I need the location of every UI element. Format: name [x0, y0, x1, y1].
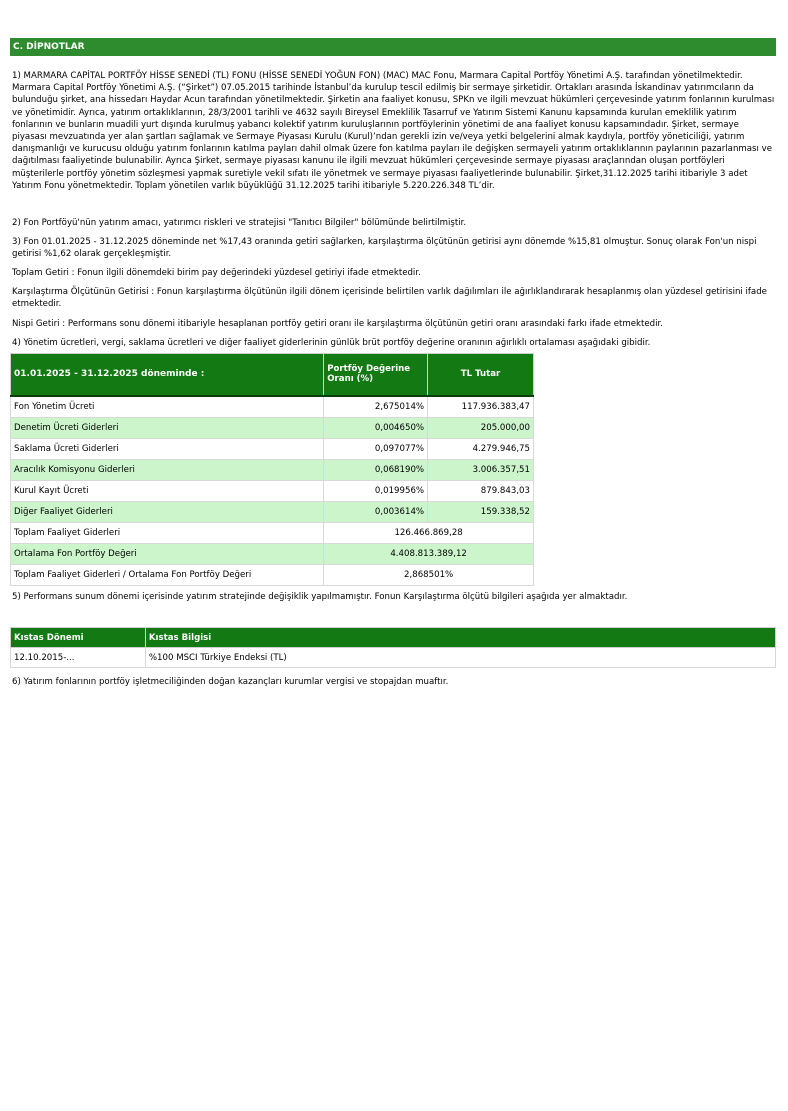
section-title: C. DİPNOTLAR: [10, 38, 776, 56]
expense-table-header: [11, 354, 534, 396]
benchmark-table-header: [11, 628, 776, 648]
benchmark-info: %100 MSCI Türkiye Endeksi (TL): [145, 648, 775, 668]
expense-row: [11, 417, 534, 438]
expense-ratio: 0,019956%: [324, 480, 428, 501]
definition-benchmark-return: Karşılaştırma Ölçütünün Getirisi : Fonun karşılaştırma ölçütünün ilgili dönem içerisinde belirtilen varlık dağılımları ile ağırlıklandırarak hesaplanmış olan yüzdesel getirisini ifade etmektedir.: [12, 287, 767, 310]
expense-ratio: 0,068190%: [324, 459, 428, 480]
expense-ratio: 2,675014%: [324, 396, 428, 418]
benchmark-header-info: Kıstas Bilgisi: [145, 628, 775, 648]
note-2-investment-objective: 2) Fon Portföyü'nün yatırım amacı, yatırımcı riskleri ve stratejisi "Tanıtıcı Bilgiler" bölümünde belirtilmiştir.: [12, 218, 467, 228]
benchmark-table: [10, 627, 776, 668]
note-3-performance: 3) Fon 01.01.2025 - 31.12.2025 döneminde net %17,43 oranında getiri sağlarken, karşılaştırma ölçütünün getirisi aynı dönemde %15,81 olmuştur. Sonuç olarak Fon'un nispi getirisi %1,62 olarak gerçekleşmiştir.: [12, 237, 757, 260]
expense-row: [11, 396, 534, 418]
expense-label: Aracılık Komisyonu Giderleri: [11, 459, 324, 480]
summary-value: 4.408.813.389,12: [324, 543, 534, 564]
expense-ratio: 0,004650%: [324, 417, 428, 438]
note-5-strategy: 5) Performans sunum dönemi içerisinde yatırım stratejinde değişiklik yapılmamıştır. Fonun Karşılaştırma ölçütü bilgileri aşağıda yer almaktadır.: [12, 592, 628, 602]
expense-amount: 4.279.946,75: [428, 438, 534, 459]
note-6-tax: 6) Yatırım fonlarının portföy işletmeciliğinden doğan kazançları kurumlar vergisi ve stopajdan muaftır.: [12, 677, 449, 687]
expense-header-amount: TL Tutar: [428, 354, 534, 396]
expense-label: Diğer Faaliyet Giderleri: [11, 501, 324, 522]
note-4-expenses: 4) Yönetim ücretleri, vergi, saklama ücretleri ve diğer faaliyet giderlerinin günlük brüt portföy değerine oranının ağırlıklı ortalaması aşağıdaki gibidir.: [12, 338, 651, 348]
expense-label: Fon Yönetim Ücreti: [11, 396, 324, 418]
expense-row: [11, 501, 534, 522]
summary-value: 2,868501%: [324, 564, 534, 585]
summary-row-average-portfolio: [11, 543, 534, 564]
expense-amount: 3.006.357,51: [428, 459, 534, 480]
expense-row: [11, 438, 534, 459]
expense-header-period: 01.01.2025 - 31.12.2025 döneminde :: [11, 354, 324, 396]
expense-ratio: 0,003614%: [324, 501, 428, 522]
expense-ratio: 0,097077%: [324, 438, 428, 459]
expense-amount: 205.000,00: [428, 417, 534, 438]
summary-row-total-expenses: [11, 522, 534, 543]
expense-amount: 159.338,52: [428, 501, 534, 522]
expense-table: [10, 353, 534, 586]
expense-row: [11, 480, 534, 501]
definition-relative-return: Nispi Getiri : Performans sonu dönemi itibariyle hesaplanan portföy getiri oranı ile karşılaştırma ölçütünün getiri oranı arasındaki farkı ifade etmektedir.: [12, 319, 663, 329]
definition-total-return: Toplam Getiri : Fonun ilgili dönemdeki birim pay değerindeki yüzdesel getiriyi ifade etmektedir.: [12, 268, 421, 278]
expense-amount: 117.936.383,47: [428, 396, 534, 418]
benchmark-header-period: Kıstas Dönemi: [11, 628, 146, 648]
benchmark-period: 12.10.2015-...: [11, 648, 146, 668]
expense-label: Denetim Ücreti Giderleri: [11, 417, 324, 438]
expense-header-ratio: Portföy Değerine Oranı (%): [324, 354, 428, 396]
summary-row-expense-ratio: [11, 564, 534, 585]
summary-label: Toplam Faaliyet Giderleri / Ortalama Fon Portföy Değeri: [11, 564, 324, 585]
expense-label: Kurul Kayıt Ücreti: [11, 480, 324, 501]
expense-label: Saklama Ücreti Giderleri: [11, 438, 324, 459]
expense-row: [11, 459, 534, 480]
note-1-company-info: 1) MARMARA CAPİTAL PORTFÖY HİSSE SENEDİ (TL) FONU (HİSSE SENEDİ YOĞUN FON) (MAC) MAC Fonu, Marmara Capital Portföy Yönetimi A.Ş. tarafından yönetilmektedir. Marmara Capital Portföy Yönetimi A.Ş. (“Şirket”) 07.05.2015 tarihinde İstanbul’da kurulup tescil edilmiş bir sermaye şirketidir. Ortakları arasında İskandinav yatırımcıların da bulunduğu şirket, ana hissedarı Haydar Acun tarafından yönetilmektedir. Şirketin ana faaliyet konusu, SPKn ve ilgili mevzuat hükümleri çerçevesinde yatırım fonlarının kurulması ve yönetimidir. Ayrıca, yatırım ortaklıklarının, 28/3/2001 tarihli ve 4632 sayılı Bireysel Emeklilik Tasarruf ve Yatırım Sistemi Kanunu kapsamında kurulan emeklilik yatırım fonlarının ve bunların muadili yurt dışında kurulmuş yabancı kolektif yatırım kuruluşlarının portföylerinin yönetimi de ana faaliyet konusu kapsamındadır. Şirket, sermaye piyasası mevzuatında yer alan şartları sağlamak ve Sermaye Piyasası Kurulu (Kurul)’ndan gerekli izin ve/veya yetki belgelerini almak kaydıyla, portföy yöneticiliği, yatırım danışmanlığı ve kurucusu olduğu yatırım fonlarının katılma payları dahil olmak üzere fon katılma payları ile değişken sermayeli yatırım ortaklıklarının paylarının pazarlanması ve dağıtılması faaliyetinde bulunabilir. Ayrıca Şirket, sermaye piyasası kanunu ile ilgili mevzuat hükümleri çerçevesinde sermaye piyasası araçlarından oluşan portföyleri müşterilerle portföy yönetim sözleşmesi yapmak suretiyle vekil sıfatı ile yönetmek ve sermaye piyasası faaliyetlerinde bulunabilir. Şirket,31.12.2025 tarihi itibariyle 3 adet Yatırım Fonu yönetmektedir. Toplam yönetilen varlık büyüklüğü 31.12.2025 tarihi itibariyle 5.220.226.348 TL’dir.: [12, 71, 775, 191]
summary-label: Ortalama Fon Portföy Değeri: [11, 543, 324, 564]
expense-amount: 879.843,03: [428, 480, 534, 501]
summary-value: 126.466.869,28: [324, 522, 534, 543]
summary-label: Toplam Faaliyet Giderleri: [11, 522, 324, 543]
benchmark-row: [11, 648, 776, 668]
